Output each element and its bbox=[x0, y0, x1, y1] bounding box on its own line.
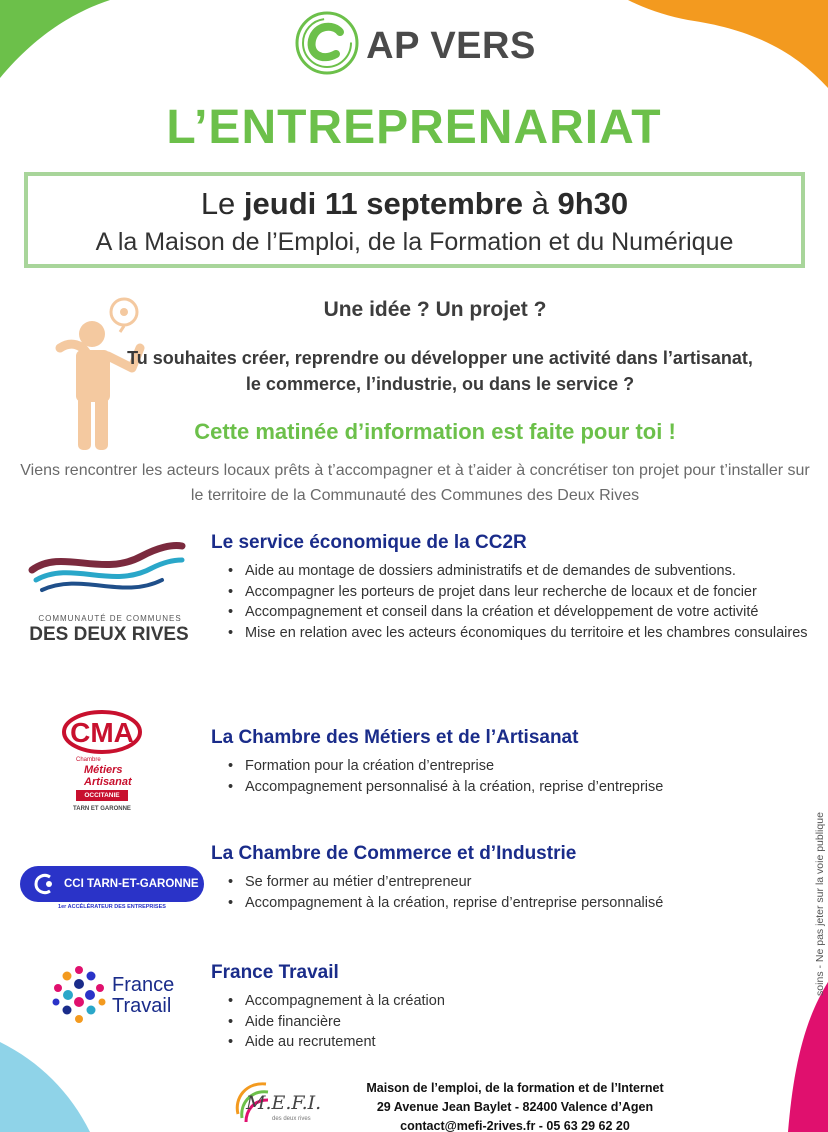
cci-name: CCI TARN-ET-GARONNE bbox=[64, 878, 199, 890]
section-list-france-travail bbox=[228, 991, 628, 1053]
section-list-cci bbox=[228, 872, 788, 913]
section-list-cc2r bbox=[228, 561, 818, 643]
headline: L’ENTREPRENARIAT bbox=[166, 101, 662, 154]
france-travail-line1: France bbox=[112, 974, 175, 996]
event-info-box bbox=[24, 172, 805, 268]
footer-contact-line: contact@mefi-2rives.fr - 05 63 29 62 20 bbox=[400, 1119, 630, 1132]
list-item: • Mise en relation avec les acteurs économiques du territoire et les chambres consulaires bbox=[228, 623, 818, 644]
list-item: • Aide au recrutement bbox=[228, 1032, 628, 1053]
list-item: • Se former au métier d’entrepreneur bbox=[228, 872, 788, 893]
section-list-cma bbox=[228, 756, 788, 797]
france-travail-line2: Travail bbox=[112, 995, 172, 1017]
cc2r-big-text: DES DEUX RIVES bbox=[29, 624, 189, 645]
france-travail-logo bbox=[50, 964, 190, 1030]
section-title-france-travail: France Travail bbox=[211, 962, 339, 983]
section-title-cma: La Chambre des Métiers et de l’Artisanat bbox=[211, 727, 579, 748]
cci-icon bbox=[32, 871, 58, 897]
cma-metiers-text: Métiers bbox=[84, 764, 123, 776]
cci-pill bbox=[20, 866, 204, 902]
list-item: • Formation pour la création d’entreprise bbox=[228, 756, 788, 777]
list-item: • Aide au montage de dossiers administratifs et de demandes de subventions. bbox=[228, 561, 818, 582]
cma-chambre-text: Chambre bbox=[76, 757, 101, 763]
intro-text: Viens rencontrer les acteurs locaux prêts à t’accompagner et à t’aider à concrétiser ton projet pour t’installer sur le territoire de la Communauté des Communes des Deux Rives bbox=[20, 462, 810, 504]
mefi-logo bbox=[232, 1078, 332, 1130]
cma-logo bbox=[62, 710, 142, 820]
event-time: 9h30 bbox=[557, 186, 629, 221]
cma-mark-icon bbox=[62, 710, 142, 756]
list-item: • Accompagnement personnalisé à la création, reprise d’entreprise bbox=[228, 777, 788, 798]
cma-region-badge: OCCITANIE bbox=[76, 790, 128, 801]
list-item: • Accompagnement et conseil dans la création et développement de votre activité bbox=[228, 602, 818, 623]
footer-contact bbox=[350, 1079, 680, 1132]
list-item: • Aide financière bbox=[228, 1012, 628, 1033]
side-legal-note: soins - Ne pas jeter sur la voie publique bbox=[814, 812, 826, 996]
question-title: Une idée ? Un projet ? bbox=[323, 298, 547, 321]
event-day: jeudi 11 septembre bbox=[243, 186, 524, 221]
footer-line1: Maison de l’emploi, de la formation et de l’Internet bbox=[366, 1081, 664, 1095]
section-title-cci: La Chambre de Commerce et d’Industrie bbox=[211, 843, 577, 864]
corner-decoration-bottom-left bbox=[0, 1022, 90, 1132]
event-place: A la Maison de l’Emploi, de la Formation et du Numérique bbox=[95, 228, 734, 256]
cc2r-logo bbox=[22, 538, 194, 648]
list-item: • Accompagnement à la création, reprise d’entreprise personnalisé bbox=[228, 893, 788, 914]
cma-dept-text: TARN ET GARONNE bbox=[73, 806, 131, 812]
section-title-cc2r: Le service économique de la CC2R bbox=[211, 532, 527, 553]
cap-c-logo-icon bbox=[292, 8, 362, 78]
cap-vers-text: AP VERS bbox=[366, 24, 536, 67]
france-travail-dots-icon bbox=[50, 964, 108, 1026]
event-date: Le jeudi 11 septembre à 9h30 bbox=[200, 186, 629, 221]
cap-vers-logo bbox=[0, 8, 828, 78]
cci-logo bbox=[20, 866, 204, 916]
for-you-title: Cette matinée d’information est faite pour toi ! bbox=[194, 419, 676, 444]
svg-text:CMA: CMA bbox=[70, 717, 134, 748]
cc2r-small-text: COMMUNAUTÉ DE COMMUNES bbox=[38, 614, 182, 623]
mefi-name: M.E.F.I. bbox=[246, 1092, 322, 1114]
cc2r-waves-icon bbox=[22, 538, 194, 608]
list-item: • Accompagner les porteurs de projet dans leur recherche de locaux et de foncier bbox=[228, 582, 818, 603]
cma-artisanat-text: Artisanat bbox=[84, 776, 132, 788]
footer-address: 29 Avenue Jean Baylet - 82400 Valence d’Agen bbox=[376, 1100, 654, 1114]
question-body: Tu souhaites créer, reprendre ou développer une activité dans l’artisanat, le commerce, l’industrie, ou dans le service ? bbox=[127, 348, 753, 394]
mefi-sub: des deux rives bbox=[272, 1116, 311, 1122]
list-item: • Accompagnement à la création bbox=[228, 991, 628, 1012]
cci-tagline: 1er ACCÉLÉRATEUR DES ENTREPRISES bbox=[58, 904, 166, 910]
